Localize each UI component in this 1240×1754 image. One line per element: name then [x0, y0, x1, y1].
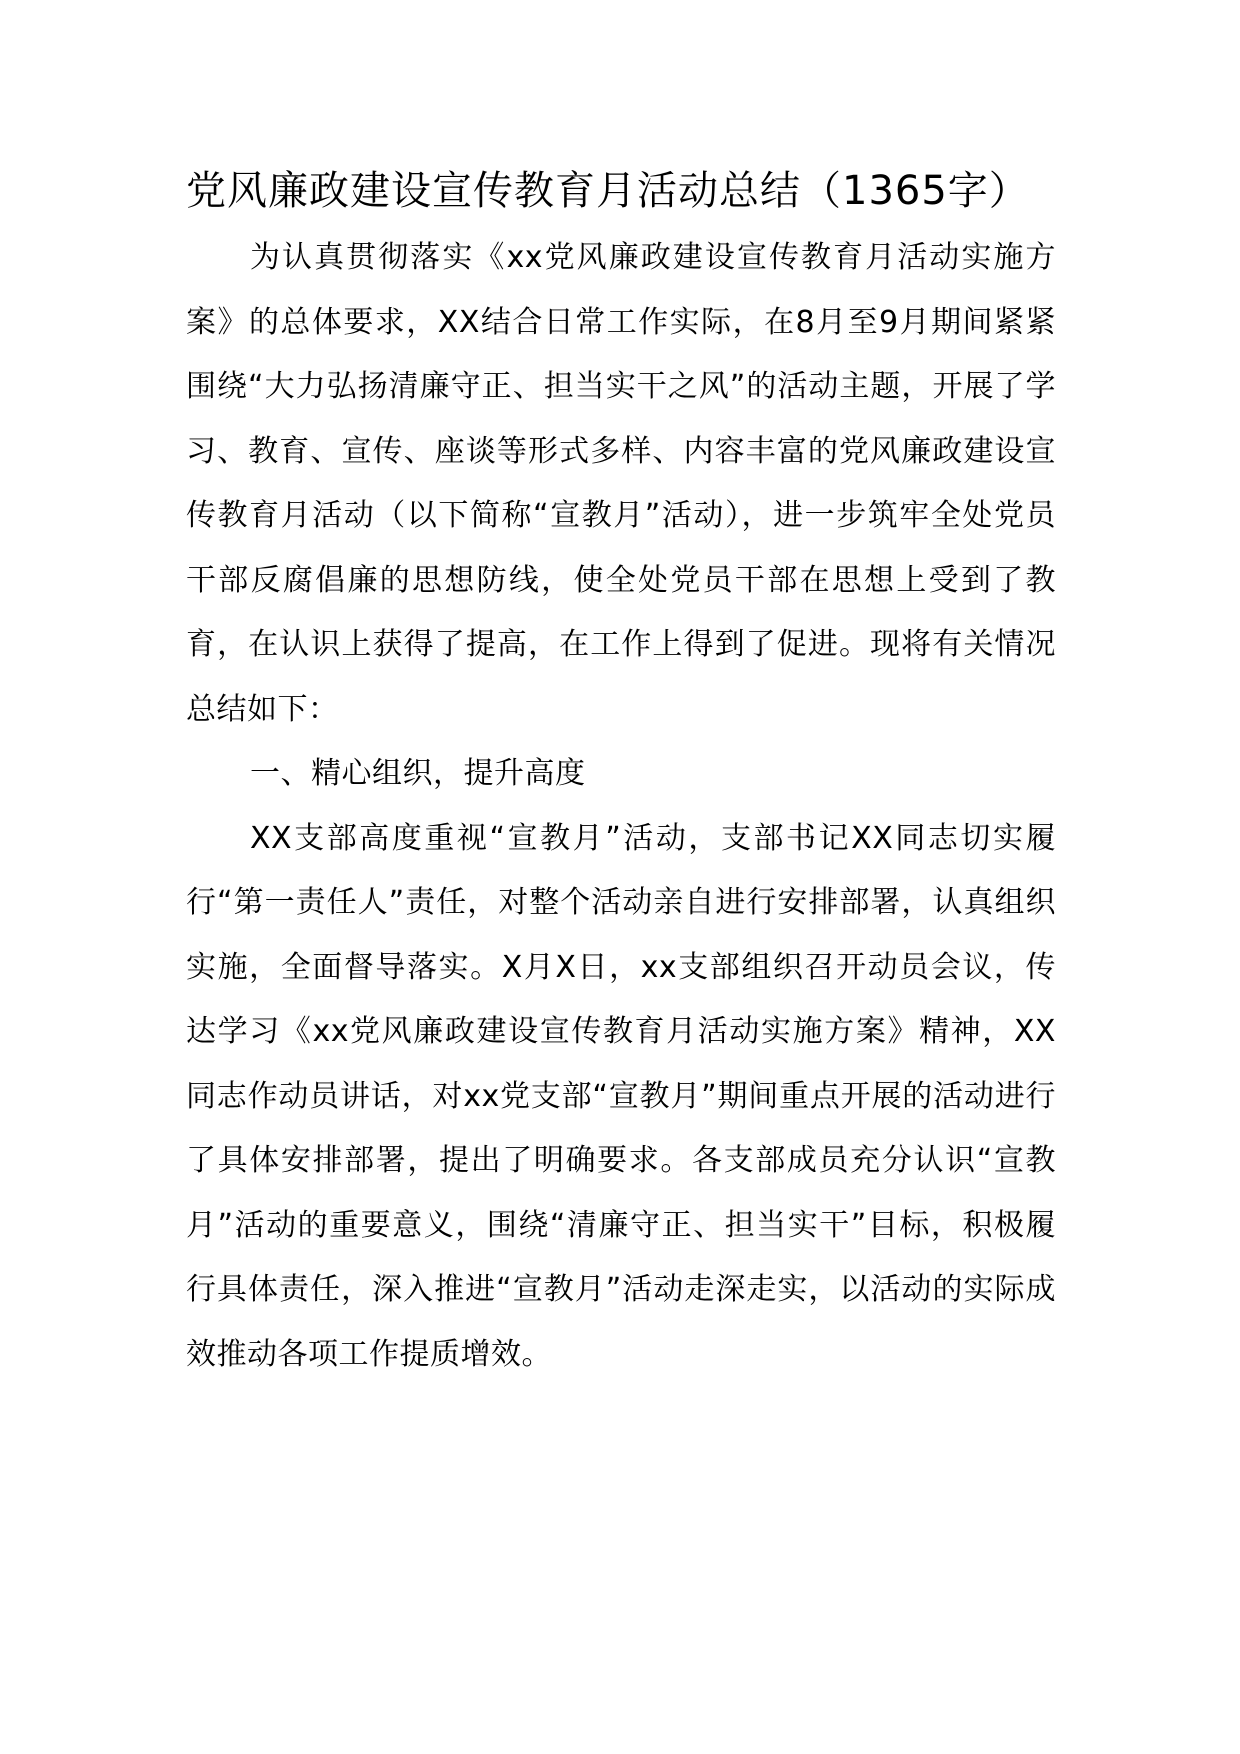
section-paragraph: XX支部高度重视“宣教月”活动，支部书记XX同志切实履行“第一责任人”责任，对整个活动亲自进行安排部署，认真组织实施，全面督导落实。X月X日，xx支部组织召开动员会议，传达学习《xx党风廉政建设宣传教育月活动实施方案》精神，XX同志作动员讲话，对xx党支部“宣教月”期间重点开展的活动进行了具体安排部署，提出了明确要求。各支部成员充分认识“宣教月”活动的重要意义，围绕“清廉守正、担当实干”目标，积极履行具体责任，深入推进“宣教月”活动走深走实，以活动的实际成效推动各项工作提质增效。: [186, 820, 1056, 1372]
document-page: [186, 160, 1056, 1387]
section-1: [186, 742, 1056, 1387]
section-heading: 一、精心组织，提升高度: [250, 756, 586, 791]
intro-paragraph: 为认真贯彻落实《xx党风廉政建设宣传教育月活动实施方案》的总体要求，XX结合日常工作实际，在8月至9月期间紧紧围绕“大力弘扬清廉守正、担当实干之风”的活动主题，开展了学习、教育、宣传、座谈等形式多样、内容丰富的党风廉政建设宣传教育月活动（以下简称“宣教月”活动），进一步筑牢全处党员干部反腐倡廉的思想防线，使全处党员干部在思想上受到了教育，在认识上获得了提高，在工作上得到了促进。现将有关情况总结如下：: [186, 240, 1056, 727]
document-title: 党风廉政建设宣传教育月活动总结（1365字）: [186, 168, 1030, 214]
